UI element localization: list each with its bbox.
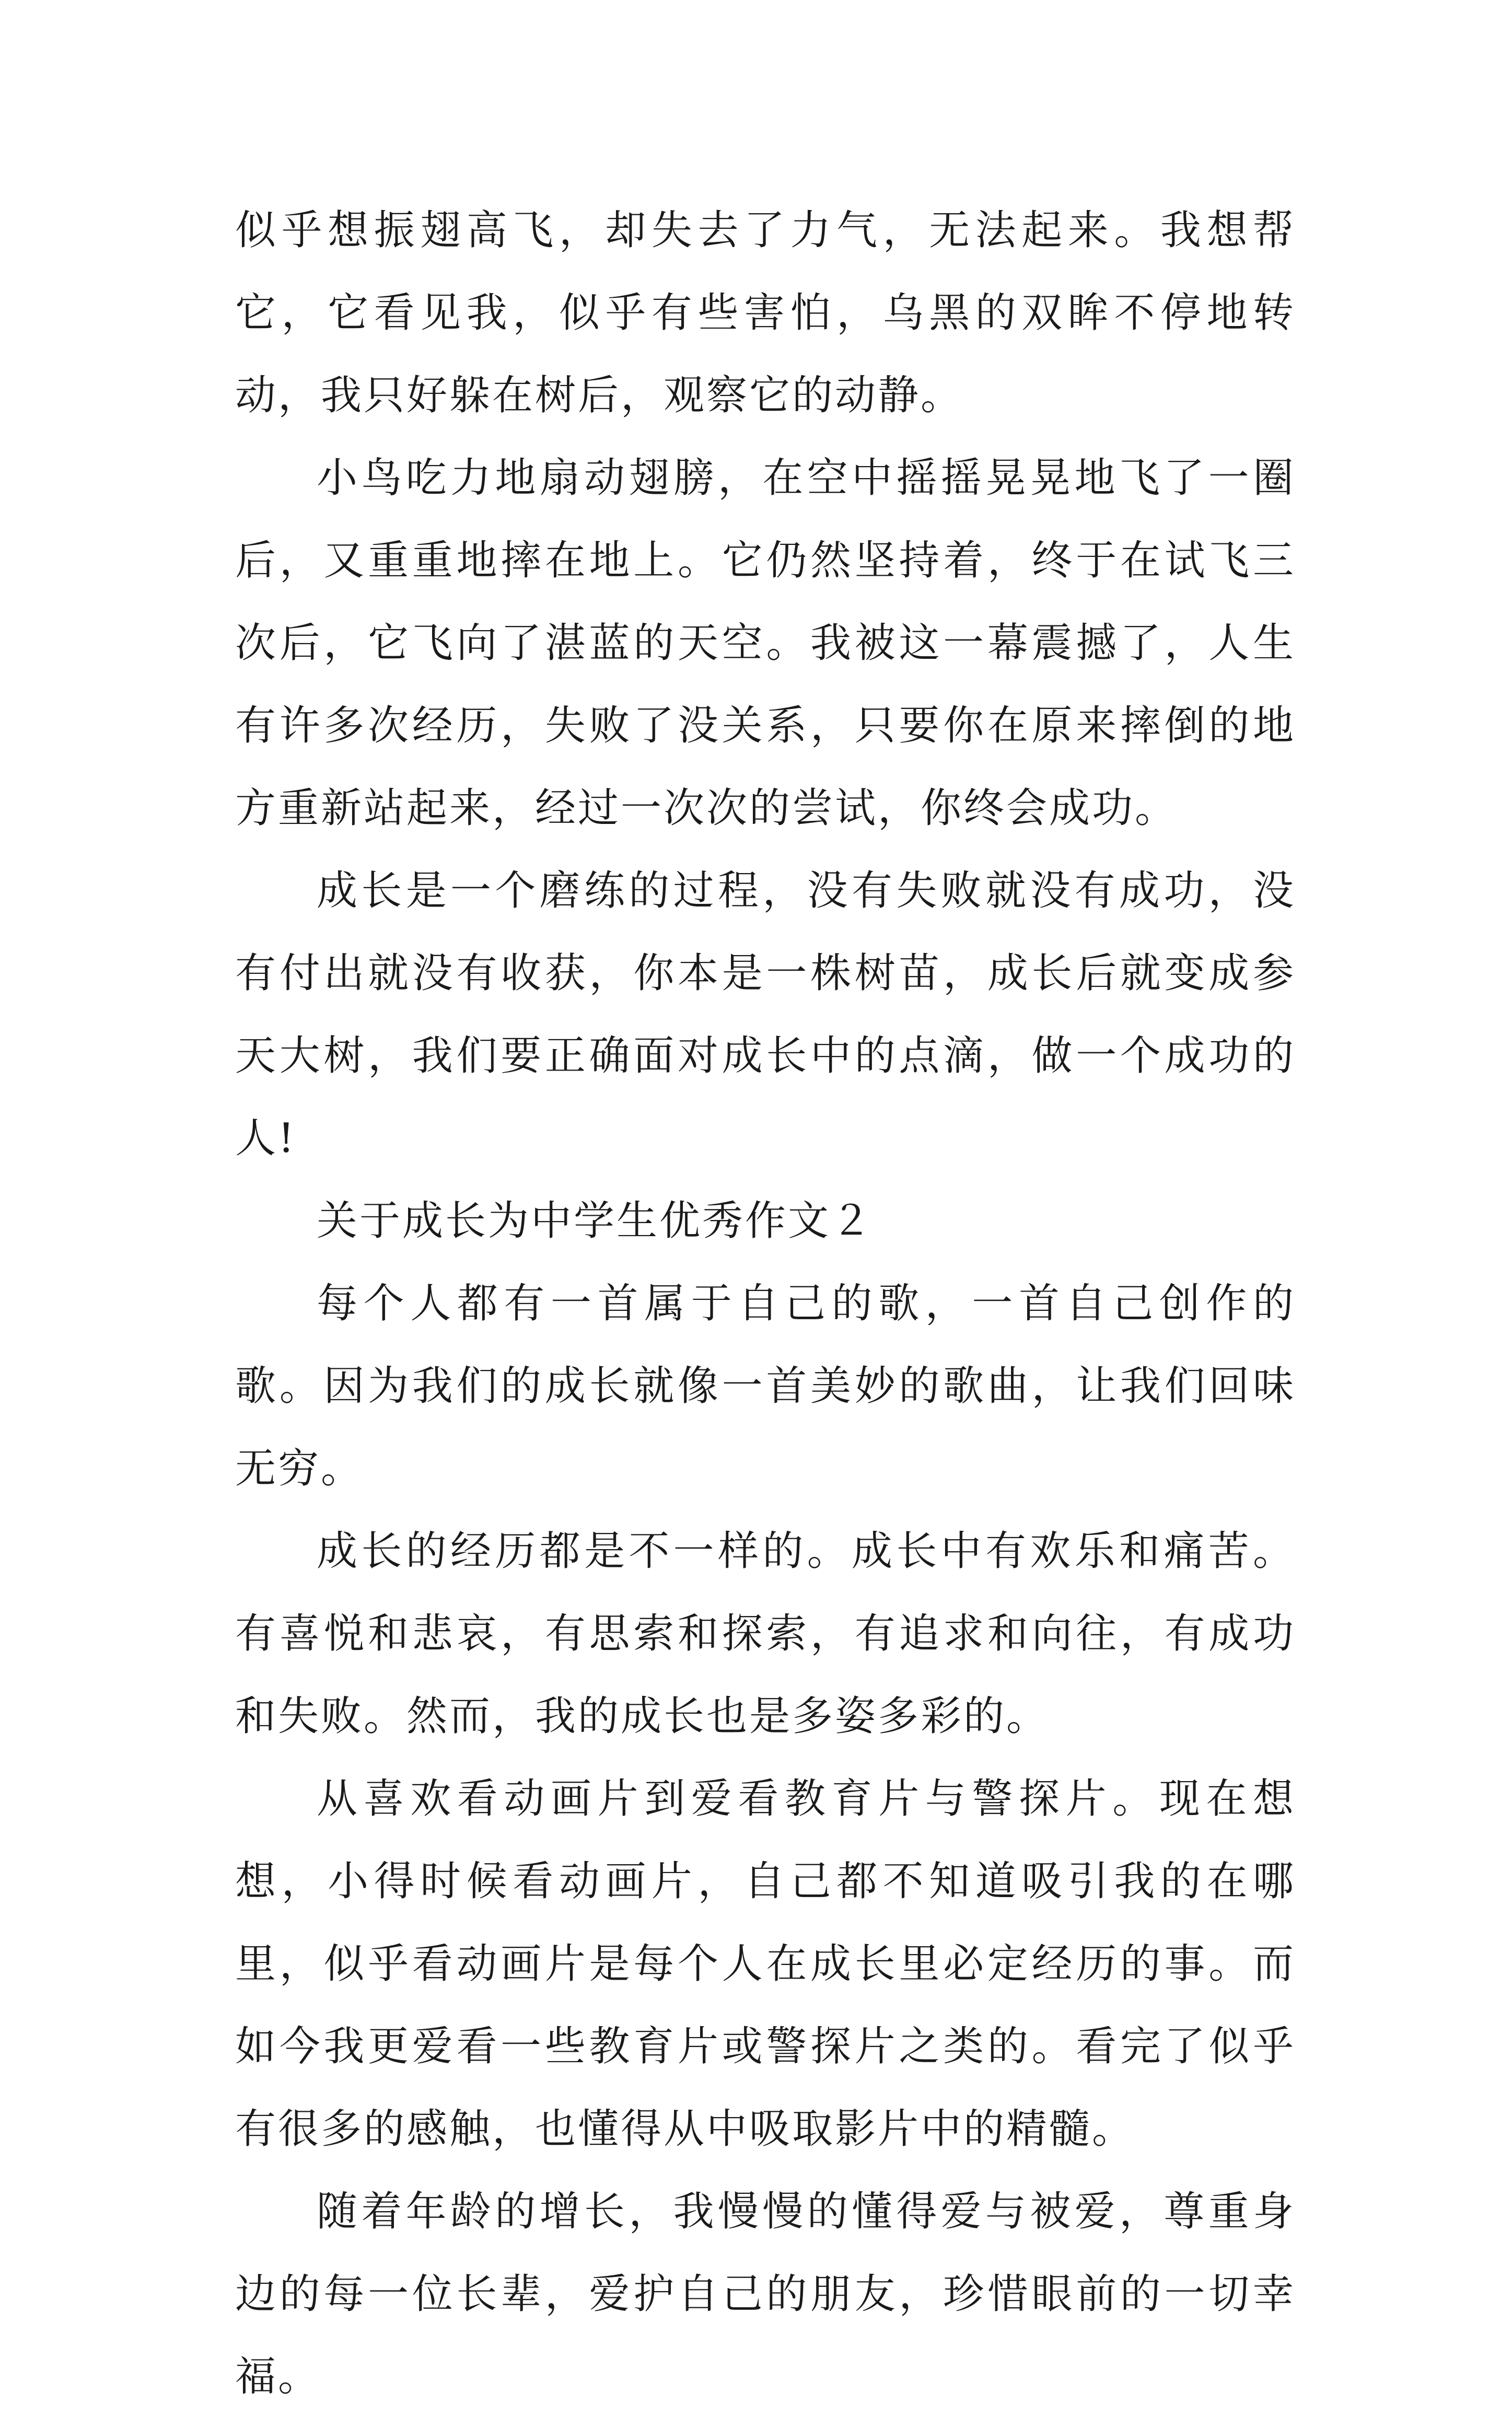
paragraph-7: 随着年龄的增长，我慢慢的懂得爱与被爱，尊重身边的每一位长辈，爱护自己的朋友，珍惜眼前的一切幸福。 <box>235 2188 1296 2400</box>
essay-title: 关于成长为中学生优秀作文２ <box>317 1198 874 1245</box>
paragraph-6: 从喜欢看动画片到爱看教育片与警探片。现在想想，小得时候看动画片，自己都不知道吸引我的在哪里，似乎看动画片是每个人在成长里必定经历的事。而如今我更爱看一些教育片或警探片之类的。看完了似乎有很多的感触，也懂得从中吸取影片中的精髓。 <box>235 1775 1296 2153</box>
paragraph-1: 似乎想振翅高飞，却失去了力气，无法起来。我想帮它，它看见我，似乎有些害怕，乌黑的双眸不停地转动，我只好躲在树后，观察它的动静。 <box>235 207 1296 419</box>
paragraph-4: 每个人都有一首属于自己的歌，一首自己创作的歌。因为我们的成长就像一首美妙的歌曲，让我们回味无穷。 <box>235 1280 1296 1492</box>
paragraph-3: 成长是一个磨练的过程，没有失败就没有成功，没有付出就没有收获，你本是一株树苗，成长后就变成参天大树，我们要正确面对成长中的点滴，做一个成功的人! <box>235 867 1296 1162</box>
document-body <box>235 189 1296 2418</box>
paragraph-2: 小鸟吃力地扇动翅膀，在空中摇摇晃晃地飞了一圈后，又重重地摔在地上。它仍然坚持着，终于在试飞三次后，它飞向了湛蓝的天空。我被这一幕震撼了，人生有许多次经历，失败了没关系，只要你在原来摔倒的地方重新站起来，经过一次次的尝试，你终会成功。 <box>235 455 1296 832</box>
paragraph-5: 成长的经历都是不一样的。成长中有欢乐和痛苦。有喜悦和悲哀，有思索和探索，有追求和向往，有成功和失败。然而，我的成长也是多姿多彩的。 <box>235 1528 1296 1740</box>
